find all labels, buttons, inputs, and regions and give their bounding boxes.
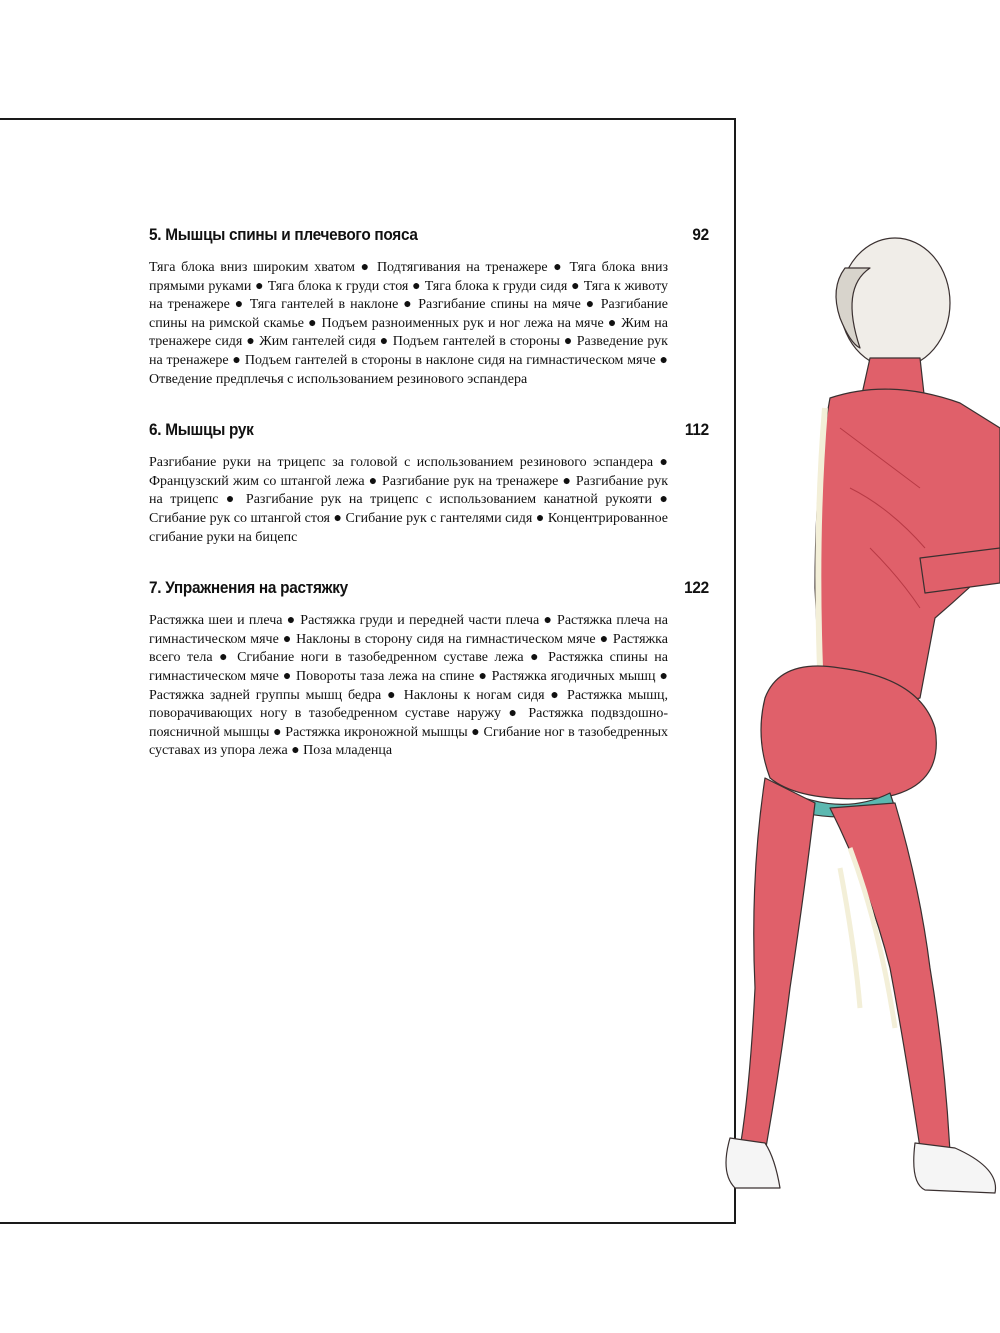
section-exercise-list: Тяга блока вниз широким хватом ● Подтягивания на тренажере ● Тяга блока вниз прямыми руками ● Тяга блока к груди стоя ● Тяга блока к груди сидя ● Тяга к животу на тренажере ● Тяга гантелей в наклоне ● Разгибание спины на мяче ● Разгибание спины на римской скамье ● Подъем разноименных рук и ног лежа на мяче ● Жим на тренажере сидя ● Жим гантелей сидя ● Подъем гантелей в стороны ● Разведение рук на тренажере ● Подъем гантелей в стороны в наклоне сидя на гимнастическом мяче ● Отведение предплечья с использованием резинового эспандера xyxy=(149,260,668,387)
section-header xyxy=(149,421,709,440)
section-header xyxy=(149,226,709,245)
toc-section-5 xyxy=(149,226,709,389)
section-exercise-list: Разгибание руки на трицепс за головой с использованием резинового эспандера ● Французский жим со штангой лежа ● Разгибание рук на тренажере ● Разгибание рук на трицепс ● Разгибание рук на трицепс с использованием канатной рукояти ● Сгибание рук со штангой стоя ● Сгибание рук с гантелями сидя ● Концентрированное сгибание руки на бицепс xyxy=(149,455,668,545)
toc-section-6 xyxy=(149,421,709,547)
toc-section-7 xyxy=(149,579,709,761)
section-exercise-list: Растяжка шеи и плеча ● Растяжка груди и передней части плеча ● Растяжка плеча на гимнастическом мяче ● Наклоны в сторону сидя на гимнастическом мяче ● Растяжка всего тела ● Сгибание ноги в тазобедренном суставе лежа ● Растяжка спины на гимнастическом мяче ● Повороты таза лежа на спине ● Растяжка ягодичных мышц ● Растяжка задней группы мышц бедра ● Наклоны к ногам сидя ● Растяжка мышц, поворачивающих ногу в тазобедренном суставе наружу ● Растяжка подвздошно-поясничной мышцы ● Растяжка икроножной мышцы ● Сгибание ног в тазобедренных суставах из упора лежа ● Поза младенца xyxy=(149,613,668,759)
section-header xyxy=(149,579,709,598)
section-title: 7. Упражнения на растяжку xyxy=(149,579,348,598)
table-of-contents xyxy=(149,226,709,775)
section-page-number: 92 xyxy=(692,226,709,244)
section-title: 6. Мышцы рук xyxy=(149,421,254,440)
section-title: 5. Мышцы спины и плечевого пояса xyxy=(149,226,418,244)
section-page-number: 122 xyxy=(684,579,709,598)
section-page-number: 112 xyxy=(684,421,709,440)
anatomy-figure-icon xyxy=(720,228,1000,1208)
